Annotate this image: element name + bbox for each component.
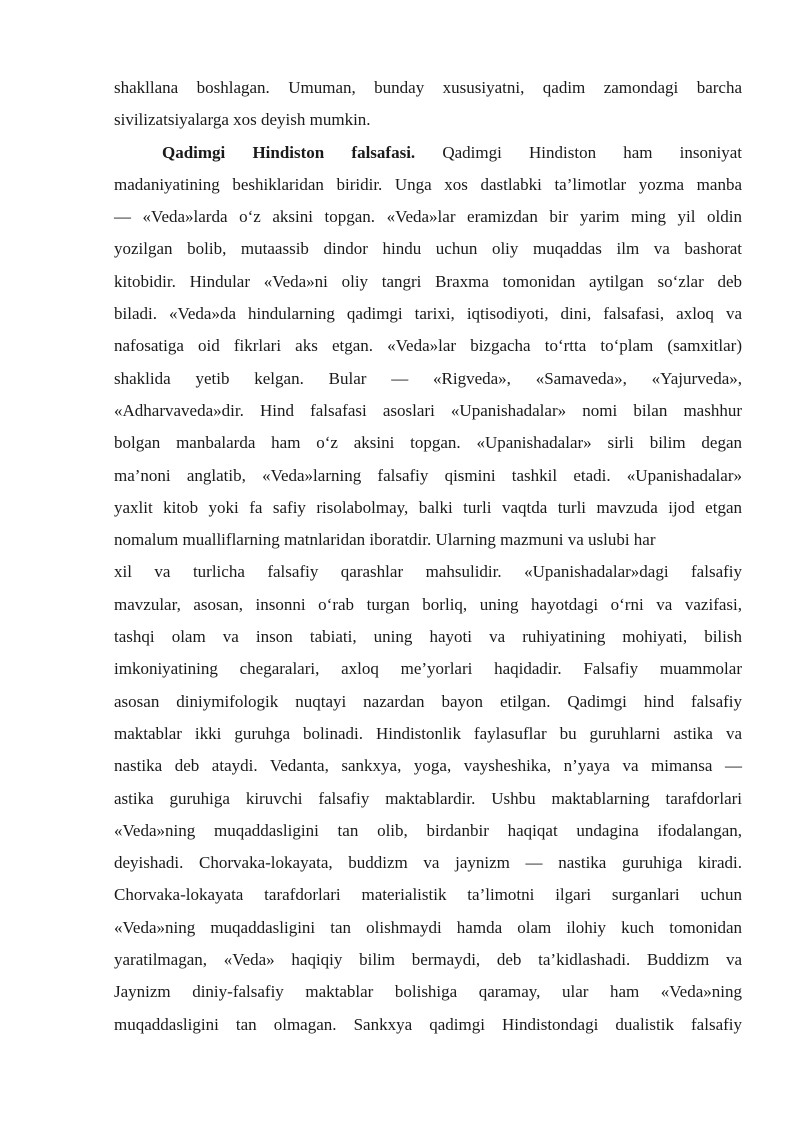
- text-line: nastika deb ataydi. Vedanta, sankxya, yoga, vaysheshika, n’yaya va mimansa —: [114, 756, 742, 776]
- text-line: — «Veda»larda o‘z aksini topgan. «Veda»lar eramizdan bir yarim ming yil oldin: [114, 207, 742, 227]
- text-line: ma’noni anglatib, «Veda»larning falsafiy qismini tashkil etadi. «Upanishadalar»: [114, 465, 742, 485]
- text-line: bolgan manbalarda ham o‘z aksini topgan. «Upanishadalar» sirli bilim degan: [114, 433, 742, 453]
- text-line: deyishadi. Chorvaka-lokayata, buddizm va jaynizm — nastika guruhiga kiradi.: [114, 853, 742, 873]
- text-line: maktablar ikki guruhga bolinadi. Hindistonlik faylasuflar bu guruhlarni astika va: [114, 723, 742, 743]
- text-line: tashqi olam va inson tabiati, uning hayoti va ruhiyatining mohiyati, bilish: [114, 627, 742, 647]
- text-line: madaniyatining beshiklaridan biridir. Unga xos dastlabki ta’limotlar yozma manba: [114, 174, 742, 194]
- text-line: kitobidir. Hindular «Veda»ni oliy tangri Braxma tomonidan aytilgan so‘zlar deb: [114, 271, 742, 291]
- text-line: Qadimgi Hindiston ham insoniyat: [415, 142, 742, 162]
- text-line: yozilgan bolib, mutaassib dindor hindu uchun oliy muqaddas ilm va bashorat: [114, 239, 742, 259]
- section-heading-line: [114, 137, 742, 169]
- text-line: «Veda»ning muqaddasligini tan olib, birdanbir haqiqat undagina ifodalangan,: [114, 820, 742, 840]
- text-line: xil va turlicha falsafiy qarashlar mahsulidir. «Upanishadalar»dagi falsafiy: [114, 562, 742, 582]
- text-line: shaklida yetib kelgan. Bular — «Rigveda», «Samaveda», «Yajurveda»,: [114, 368, 742, 388]
- text-line: Jaynizm diniy-falsafiy maktablar bolishiga qaramay, ular ham «Veda»ning: [114, 982, 742, 1002]
- text-line: mavzular, asosan, insonni o‘rab turgan borliq, uning hayotdagi o‘rni va vazifasi,: [114, 594, 742, 614]
- body-text: [114, 72, 742, 1041]
- text-line: asosan diniymifologik nuqtayi nazardan bayon etilgan. Qadimgi hind falsafiy: [114, 691, 742, 711]
- text-line: sivilizatsiyalarga xos deyish mumkin.: [114, 110, 371, 130]
- text-line: «Adharvaveda»dir. Hind falsafasi asoslari «Upanishadalar» nomi bilan mashhur: [114, 400, 742, 420]
- text-line: «Veda»ning muqaddasligini tan olishmaydi hamda olam ilohiy kuch tomonidan: [114, 917, 742, 937]
- text-line: muqaddasligini tan olmagan. Sankxya qadimgi Hindistondagi dualistik falsafiy: [114, 1014, 742, 1034]
- text-line: imkoniyatining chegaralari, axloq me’yorlari haqidadir. Falsafiy muammolar: [114, 659, 742, 679]
- text-line: shakllana boshlagan. Umuman, bunday xususiyatni, qadim zamondagi barcha: [114, 78, 742, 97]
- text-line: biladi. «Veda»da hindularning qadimgi tarixi, iqtisodiyoti, dini, falsafasi, axloq va: [114, 304, 742, 324]
- section-heading: Qadimgi Hindiston falsafasi.: [162, 142, 416, 162]
- text-line: yaratilmagan, «Veda» haqiqiy bilim bermaydi, deb ta’kidlashadi. Buddizm va: [114, 950, 742, 970]
- text-line: astika guruhiga kiruvchi falsafiy maktablardir. Ushbu maktablarning tarafdorlari: [114, 788, 742, 808]
- text-line: nomalum mualliflarning matnlaridan iboratdir. Ularning mazmuni va uslubi har: [114, 530, 656, 550]
- text-line: Chorvaka-lokayata tarafdorlari materialistik ta’limotni ilgari surganlari uchun: [114, 885, 742, 905]
- text-line: yaxlit kitob yoki fa safiy risolabolmay, balki turli vaqtda turli mavzuda ijod etgan: [114, 497, 742, 517]
- text-line: nafosatiga oid fikrlari aks etgan. «Veda»lar bizgacha to‘rtta to‘plam (samxitlar): [114, 336, 742, 356]
